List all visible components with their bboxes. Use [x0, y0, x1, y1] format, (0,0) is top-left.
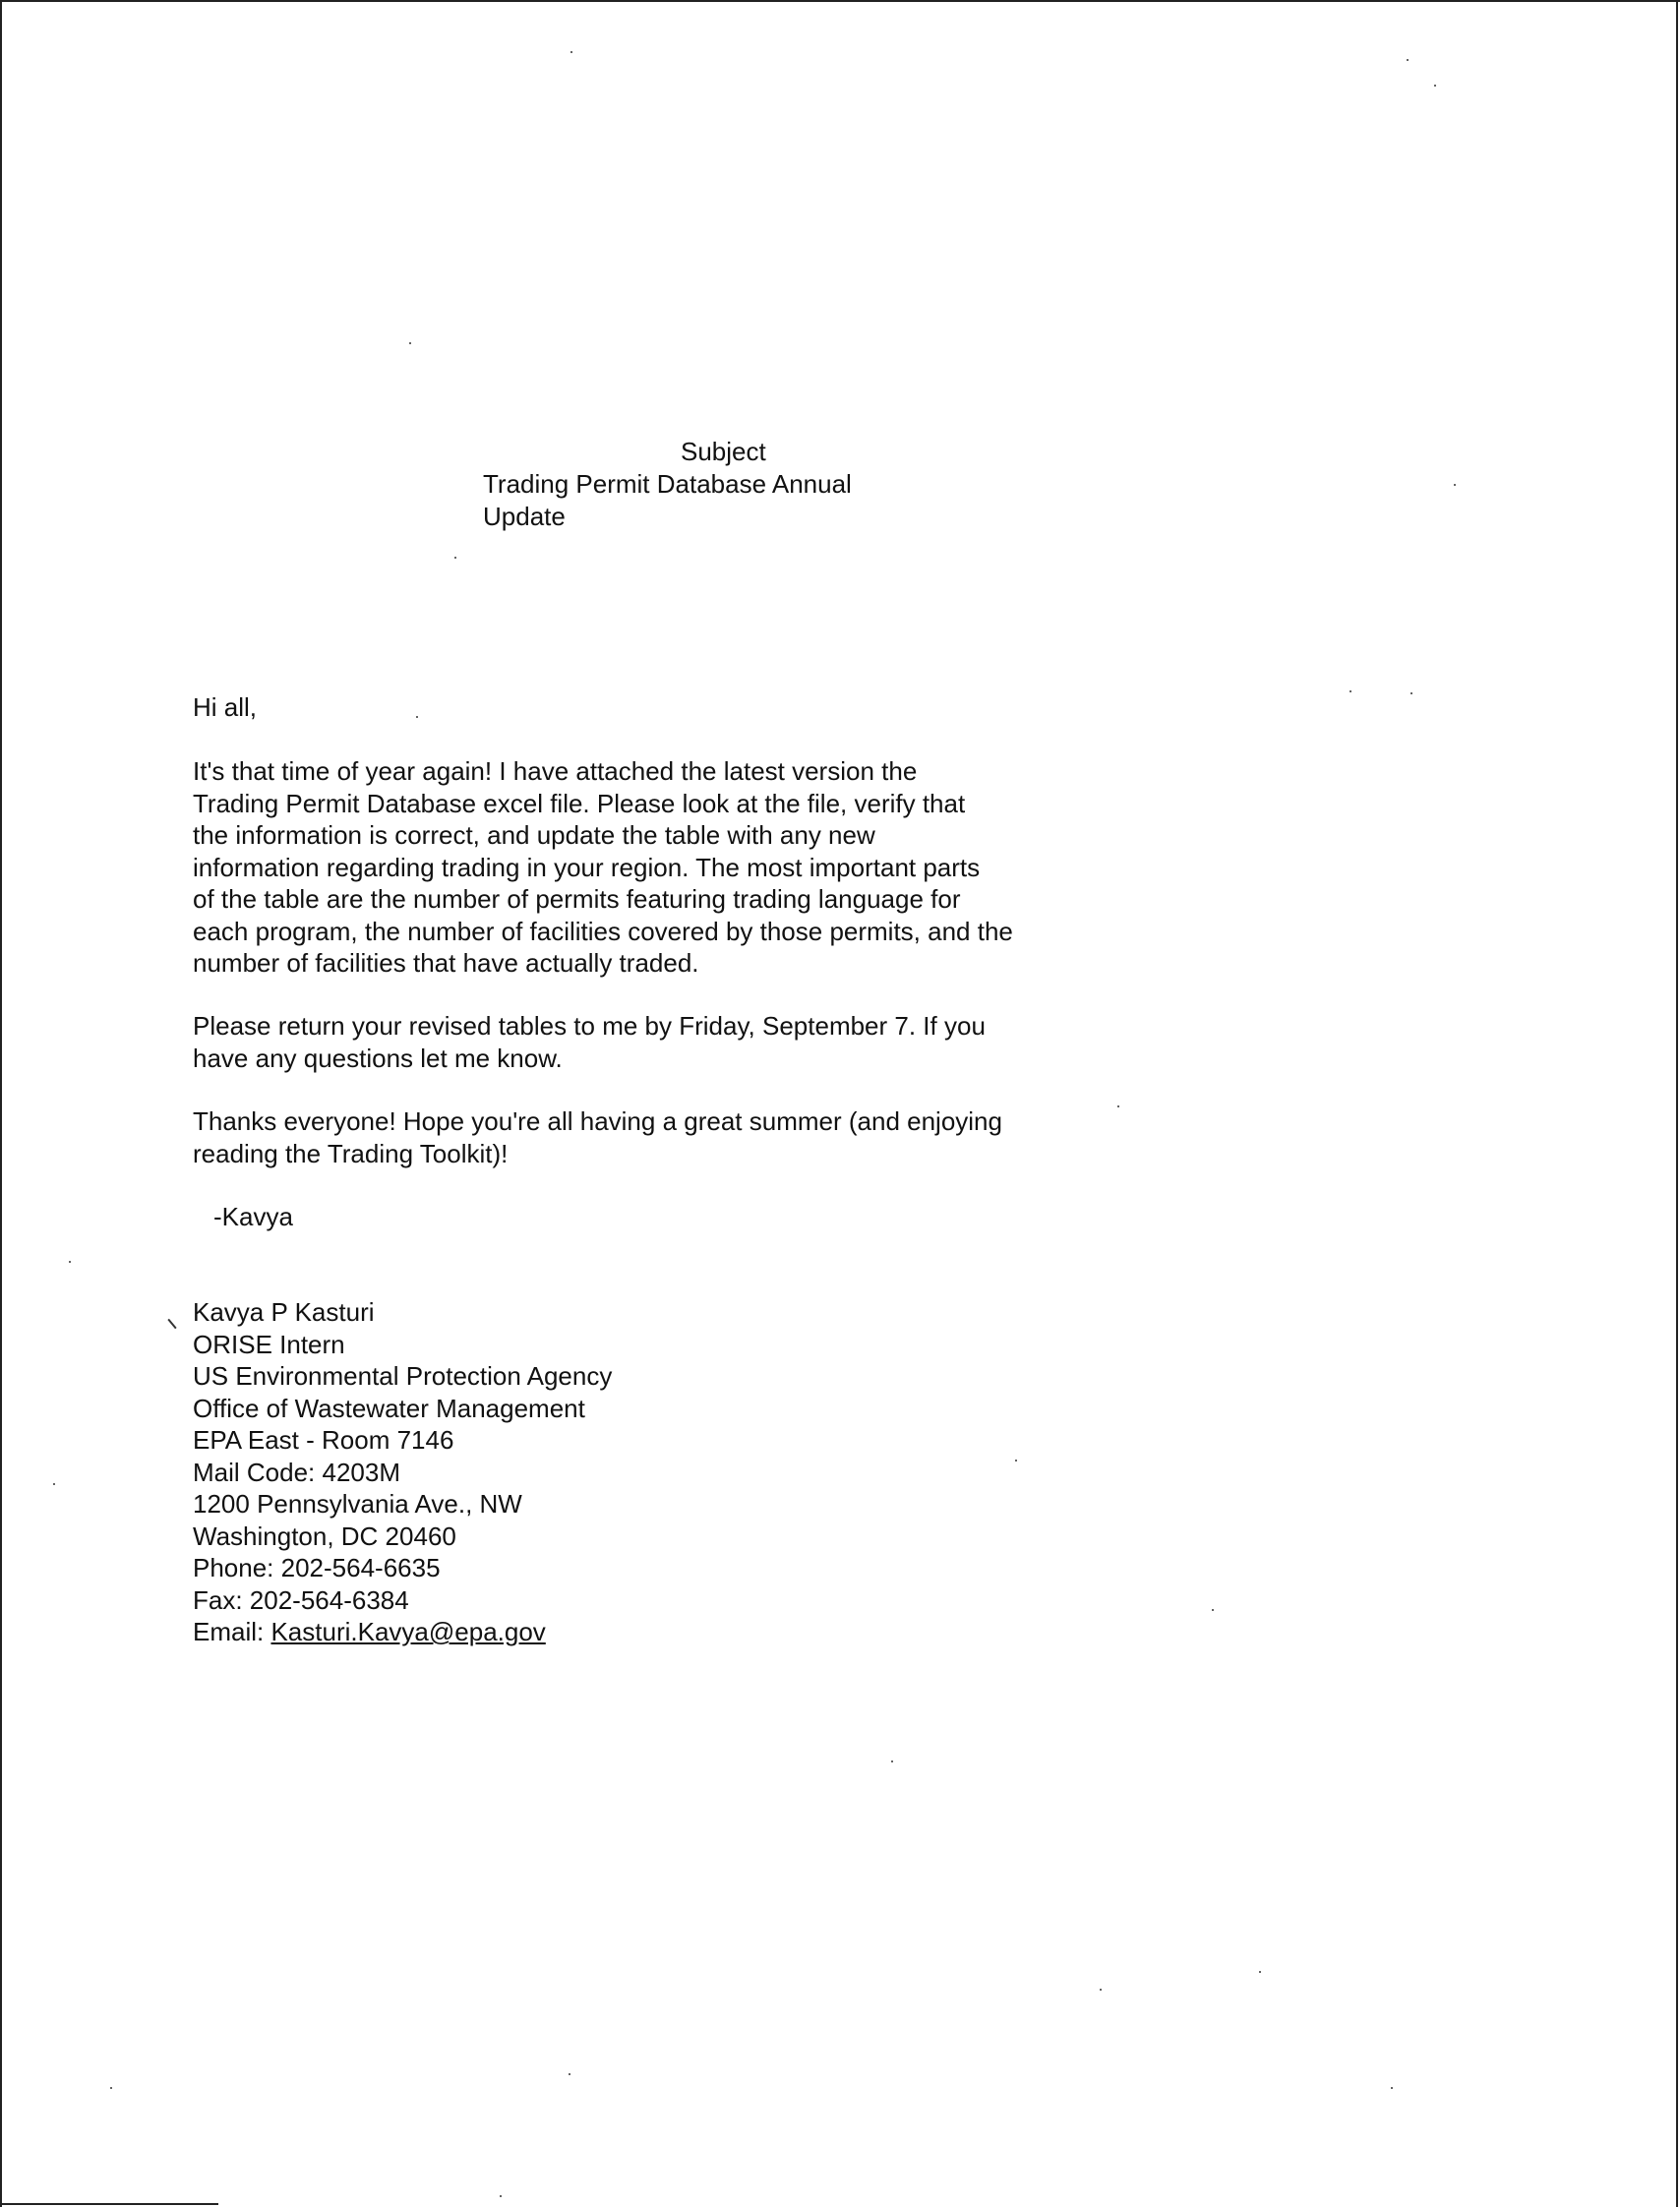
paragraph-line: number of facilities that have actually traded. — [193, 948, 699, 978]
scan-speck — [110, 2087, 112, 2089]
paragraph-line: have any questions let me know. — [193, 1043, 563, 1073]
signature-agency: US Environmental Protection Agency — [193, 1361, 613, 1391]
paragraph-line: each program, the number of facilities covered by those permits, and the — [193, 916, 1013, 946]
scan-speck — [1407, 59, 1409, 61]
subject-line: Update — [483, 501, 566, 531]
email-link[interactable]: Kasturi.Kavya@epa.gov — [270, 1617, 546, 1646]
scan-speck — [454, 557, 456, 559]
scan-speck — [409, 342, 411, 344]
signature-office: Office of Wastewater Management — [193, 1393, 585, 1423]
paragraph-line: Thanks everyone! Hope you're all having a great summer (and enjoying — [193, 1106, 1002, 1136]
paragraph-line: the information is correct, and update the table with any new — [193, 820, 875, 850]
scan-speck — [569, 2073, 570, 2075]
scan-speck — [1117, 1105, 1119, 1107]
scan-speck — [500, 2195, 502, 2197]
scan-edge-right — [1676, 0, 1678, 2207]
scan-speck — [1015, 1460, 1017, 1461]
scan-speck — [1259, 1971, 1261, 1973]
subject-text — [483, 468, 852, 532]
signoff: -Kavya — [213, 1202, 293, 1231]
signature-block — [193, 1296, 612, 1648]
scan-speck — [1350, 690, 1351, 692]
scan-speck — [53, 1483, 55, 1485]
scan-speck — [1410, 692, 1412, 694]
email-label: Email: — [193, 1617, 271, 1646]
scan-edge-left — [0, 0, 2, 2207]
paragraph-line: It's that time of year again! I have attached the latest version the — [193, 756, 918, 786]
body-paragraph-1 — [193, 755, 1013, 980]
signature-room: EPA East - Room 7146 — [193, 1425, 454, 1455]
scan-speck — [416, 716, 418, 718]
scan-edge-top — [0, 0, 1680, 2]
scan-speck — [1212, 1609, 1214, 1611]
scan-speck — [1434, 85, 1436, 87]
body-paragraph-3 — [193, 1105, 1002, 1169]
signature-name: Kavya P Kasturi — [193, 1297, 375, 1327]
subject-line: Trading Permit Database Annual — [483, 469, 852, 499]
scan-mark — [167, 1319, 176, 1329]
scan-speck — [69, 1261, 71, 1263]
subject-label: Subject — [681, 437, 766, 466]
signature-city: Washington, DC 20460 — [193, 1521, 456, 1551]
paragraph-line: of the table are the number of permits featuring trading language for — [193, 884, 961, 914]
scan-speck — [1454, 484, 1456, 486]
scan-speck — [1100, 1989, 1102, 1991]
signature-street: 1200 Pennsylvania Ave., NW — [193, 1489, 522, 1519]
signature-fax: Fax: 202-564-6384 — [193, 1584, 409, 1615]
greeting: Hi all, — [193, 692, 258, 722]
signature-email-row — [193, 1616, 612, 1648]
paragraph-line: information regarding trading in your region. The most important parts — [193, 852, 981, 882]
paragraph-line: reading the Trading Toolkit)! — [193, 1138, 509, 1168]
signature-phone: Phone: 202-564-6635 — [193, 1553, 441, 1582]
scan-speck — [1391, 2087, 1393, 2089]
body-paragraph-2 — [193, 1010, 986, 1074]
signature-title: ORISE Intern — [193, 1329, 345, 1359]
signature-mail-code: Mail Code: 4203M — [193, 1457, 400, 1487]
scan-edge-bottom — [0, 2203, 218, 2205]
paragraph-line: Trading Permit Database excel file. Please look at the file, verify that — [193, 788, 966, 818]
scan-speck — [891, 1760, 893, 1762]
paragraph-line: Please return your revised tables to me by Friday, September 7. If you — [193, 1011, 986, 1041]
scan-speck — [570, 51, 572, 53]
